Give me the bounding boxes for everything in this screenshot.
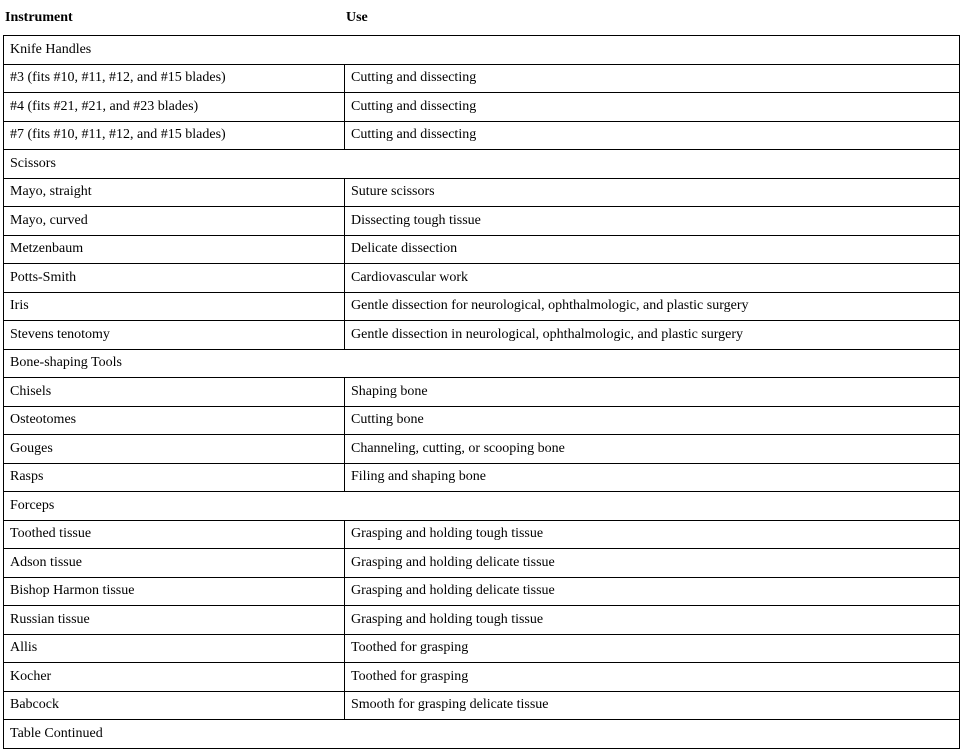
- instrument-cell: Russian tissue: [4, 606, 345, 635]
- table-row: [4, 264, 960, 293]
- instrument-cell: Potts-Smith: [4, 264, 345, 293]
- instrument-cell: Toothed tissue: [4, 520, 345, 549]
- use-cell: Grasping and holding delicate tissue: [345, 577, 960, 606]
- use-cell: Grasping and holding delicate tissue: [345, 549, 960, 578]
- table-row: [4, 235, 960, 264]
- table-row: [4, 463, 960, 492]
- use-cell: Cardiovascular work: [345, 264, 960, 293]
- use-cell: Gentle dissection for neurological, ophthalmologic, and plastic surgery: [345, 292, 960, 321]
- instrument-cell: #7 (fits #10, #11, #12, and #15 blades): [4, 121, 345, 150]
- use-cell: Cutting and dissecting: [345, 64, 960, 93]
- use-cell: Cutting and dissecting: [345, 121, 960, 150]
- instrument-cell: Stevens tenotomy: [4, 321, 345, 350]
- instrument-cell: Adson tissue: [4, 549, 345, 578]
- section-row: [4, 349, 960, 378]
- section-row: [4, 36, 960, 65]
- use-cell: Toothed for grasping: [345, 663, 960, 692]
- header-use: Use: [346, 10, 368, 25]
- instrument-cell: Kocher: [4, 663, 345, 692]
- table-row: [4, 321, 960, 350]
- instrument-cell: Chisels: [4, 378, 345, 407]
- table-row: [4, 520, 960, 549]
- use-cell: Delicate dissection: [345, 235, 960, 264]
- use-cell: Grasping and holding tough tissue: [345, 606, 960, 635]
- use-cell: Dissecting tough tissue: [345, 207, 960, 236]
- instrument-cell: Babcock: [4, 691, 345, 720]
- use-cell: Toothed for grasping: [345, 634, 960, 663]
- table-row: [4, 178, 960, 207]
- table-row: [4, 663, 960, 692]
- section-title: Knife Handles: [4, 36, 960, 65]
- use-cell: Suture scissors: [345, 178, 960, 207]
- use-cell: Shaping bone: [345, 378, 960, 407]
- instrument-table: [3, 35, 960, 749]
- instrument-cell: Metzenbaum: [4, 235, 345, 264]
- table-row: [4, 634, 960, 663]
- table-row: [4, 121, 960, 150]
- instrument-cell: Allis: [4, 634, 345, 663]
- use-cell: Filing and shaping bone: [345, 463, 960, 492]
- use-cell: Channeling, cutting, or scooping bone: [345, 435, 960, 464]
- instrument-cell: Bishop Harmon tissue: [4, 577, 345, 606]
- instrument-cell: Mayo, curved: [4, 207, 345, 236]
- section-title: Forceps: [4, 492, 960, 521]
- use-cell: Cutting bone: [345, 406, 960, 435]
- table-header: [0, 0, 960, 36]
- instrument-cell: Rasps: [4, 463, 345, 492]
- table-row: [4, 549, 960, 578]
- use-cell: Cutting and dissecting: [345, 93, 960, 122]
- section-row: [4, 720, 960, 749]
- table-row: [4, 292, 960, 321]
- section-row: [4, 492, 960, 521]
- section-title: Scissors: [4, 150, 960, 179]
- use-cell: Gentle dissection in neurological, ophthalmologic, and plastic surgery: [345, 321, 960, 350]
- table-row: [4, 577, 960, 606]
- use-cell: Grasping and holding tough tissue: [345, 520, 960, 549]
- table-row: [4, 207, 960, 236]
- instrument-cell: #3 (fits #10, #11, #12, and #15 blades): [4, 64, 345, 93]
- instrument-cell: #4 (fits #21, #21, and #23 blades): [4, 93, 345, 122]
- table-body: [4, 36, 960, 749]
- instrument-cell: Mayo, straight: [4, 178, 345, 207]
- table-row: [4, 606, 960, 635]
- table-row: [4, 378, 960, 407]
- header-instrument: Instrument: [5, 10, 73, 25]
- use-cell: Smooth for grasping delicate tissue: [345, 691, 960, 720]
- section-title: Bone-shaping Tools: [4, 349, 960, 378]
- instrument-cell: Osteotomes: [4, 406, 345, 435]
- instrument-cell: Gouges: [4, 435, 345, 464]
- table-row: [4, 406, 960, 435]
- section-row: [4, 150, 960, 179]
- table-row: [4, 435, 960, 464]
- table-row: [4, 64, 960, 93]
- section-title: Table Continued: [4, 720, 960, 749]
- instrument-cell: Iris: [4, 292, 345, 321]
- table-row: [4, 93, 960, 122]
- table-row: [4, 691, 960, 720]
